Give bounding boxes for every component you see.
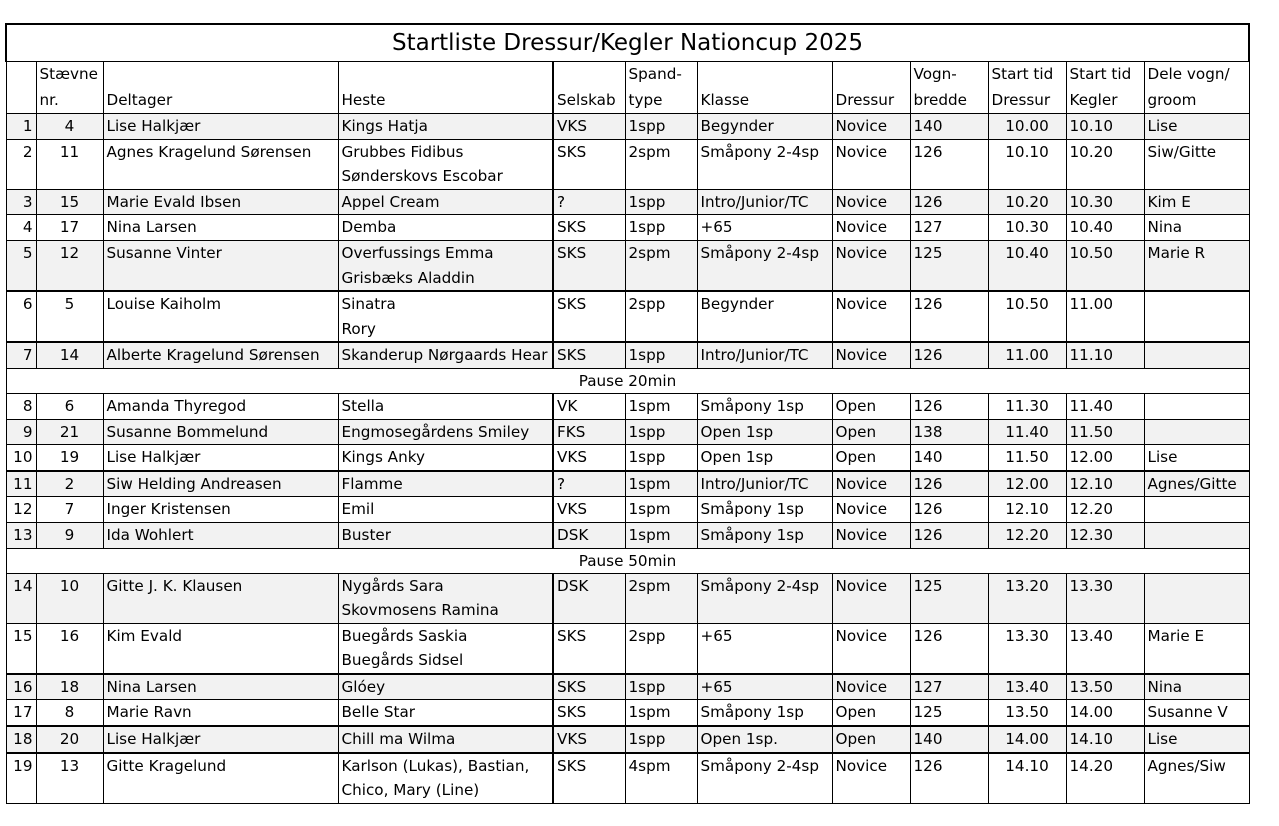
vognbredde-cell: 125 [910,240,988,291]
heste-cell [338,215,553,241]
vognbredde-cell: 126 [910,753,988,804]
heste-cell [338,674,553,700]
start-dressur-cell: 10.20 [988,189,1066,215]
spandtype-cell: 1spp [625,726,697,753]
klasse-cell: Open 1sp. [697,726,832,753]
spandtype-cell: 1spp [625,445,697,471]
header-deltager: Deltager [103,62,338,114]
dele-vogn-groom-cell [1144,342,1249,368]
klasse-cell: Småpony 2-4sp [697,139,832,189]
klasse-cell: Småpony 2-4sp [697,573,832,623]
start-dressur-cell: 12.00 [988,471,1066,497]
dele-vogn-groom-cell: Kim E [1144,189,1249,215]
header-dele-vogn-groom: Dele vogn/ groom [1144,62,1249,114]
start-dressur-cell: 10.30 [988,215,1066,241]
heste-cell [338,753,553,804]
staevne-nr-cell: 12 [36,240,103,291]
horse-name: Belle Star [341,703,416,722]
row-number-cell: 19 [6,753,36,804]
deltager-cell: Inger Kristensen [103,497,338,523]
dressur-cell: Novice [832,114,910,140]
staevne-nr-cell: 19 [36,445,103,471]
start-dressur-cell: 13.30 [988,623,1066,674]
dele-vogn-groom-cell: Marie R [1144,240,1249,291]
spandtype-cell: 1spm [625,522,697,548]
spandtype-cell: 1spp [625,419,697,445]
header-spandtype: Spand- type [625,62,697,114]
horse-name: Buegårds Sidsel [341,651,464,670]
dele-vogn-groom-cell [1144,419,1249,445]
table-row [6,726,1249,753]
heste-cell [338,522,553,548]
klasse-cell: Intro/Junior/TC [697,342,832,368]
start-kegler-cell: 13.50 [1066,674,1144,700]
spandtype-cell: 1spp [625,674,697,700]
vognbredde-cell: 140 [910,445,988,471]
dressur-cell: Open [832,726,910,753]
start-kegler-cell: 12.10 [1066,471,1144,497]
vognbredde-cell: 126 [910,623,988,674]
horse-name: Sønderskovs Escobar [341,167,503,186]
spandtype-cell: 1spm [625,700,697,726]
klasse-cell: Småpony 1sp [697,393,832,419]
header-selskab: Selskab [553,62,625,114]
dele-vogn-groom-cell [1144,497,1249,523]
start-dressur-cell: 13.50 [988,700,1066,726]
heste-cell [338,240,553,291]
dressur-cell: Novice [832,573,910,623]
klasse-cell: +65 [697,215,832,241]
klasse-cell: Open 1sp [697,419,832,445]
deltager-cell: Ida Wohlert [103,522,338,548]
spandtype-cell: 4spm [625,753,697,804]
horse-name: Buegårds Saskia [341,626,468,645]
dele-vogn-groom-cell: Agnes/Gitte [1144,471,1249,497]
spandtype-cell: 1spp [625,342,697,368]
dressur-cell: Open [832,700,910,726]
horse-name: Buster [341,525,392,544]
spandtype-cell: 2spm [625,573,697,623]
klasse-cell: Småpony 1sp [697,497,832,523]
horse-name: Demba [341,218,397,237]
heste-cell [338,700,553,726]
start-kegler-cell: 10.20 [1066,139,1144,189]
pause-label: Pause 50min [6,548,1249,573]
heste-cell [338,342,553,368]
selskab-cell: SKS [553,753,625,804]
dele-vogn-groom-cell [1144,291,1249,342]
selskab-cell: VKS [553,114,625,140]
klasse-cell: Småpony 2-4sp [697,753,832,804]
selskab-cell: VKS [553,726,625,753]
startlist-table [5,23,1250,804]
deltager-cell: Gitte J. K. Klausen [103,573,338,623]
heste-cell [338,497,553,523]
deltager-cell: Lise Halkjær [103,726,338,753]
dressur-cell: Novice [832,342,910,368]
table-row [6,445,1249,471]
horse-name: Kings Hatja [341,117,428,135]
dele-vogn-groom-cell: Nina [1144,215,1249,241]
row-number-cell: 4 [6,215,36,241]
dressur-cell: Open [832,393,910,419]
spandtype-cell: 1spm [625,471,697,497]
row-number-cell: 11 [6,471,36,497]
start-kegler-cell: 11.40 [1066,393,1144,419]
start-dressur-cell: 11.50 [988,445,1066,471]
dele-vogn-groom-cell: Marie E [1144,623,1249,674]
spandtype-cell: 2spm [625,240,697,291]
dressur-cell: Novice [832,189,910,215]
heste-cell [338,291,553,342]
dele-vogn-groom-cell: Lise [1144,726,1249,753]
start-kegler-cell: 10.40 [1066,215,1144,241]
start-dressur-cell: 11.40 [988,419,1066,445]
dressur-cell: Novice [832,623,910,674]
deltager-cell: Nina Larsen [103,215,338,241]
staevne-nr-cell: 6 [36,393,103,419]
horse-name: Appel Cream [341,192,440,211]
table-row [6,342,1249,368]
dressur-cell: Novice [832,522,910,548]
table-row [6,139,1249,189]
vognbredde-cell: 127 [910,215,988,241]
deltager-cell: Susanne Vinter [103,240,338,291]
row-number-cell: 13 [6,522,36,548]
horse-name: Nygårds Sara [341,576,444,595]
start-dressur-cell: 13.40 [988,674,1066,700]
row-number-cell: 15 [6,623,36,674]
row-number-cell: 2 [6,139,36,189]
heste-cell [338,445,553,471]
dressur-cell: Open [832,445,910,471]
dressur-cell: Novice [832,215,910,241]
row-number-cell: 17 [6,700,36,726]
staevne-nr-cell: 10 [36,573,103,623]
staevne-nr-cell: 9 [36,522,103,548]
staevne-nr-cell: 16 [36,623,103,674]
horse-name: Chico, Mary (Line) [341,781,480,800]
deltager-cell: Siw Helding Andreasen [103,471,338,497]
dele-vogn-groom-cell [1144,393,1249,419]
vognbredde-cell: 125 [910,573,988,623]
row-number-cell: 9 [6,419,36,445]
vognbredde-cell: 126 [910,497,988,523]
table-row [6,419,1249,445]
selskab-cell: DSK [553,522,625,548]
header-klasse: Klasse [697,62,832,114]
dele-vogn-groom-cell: Nina [1144,674,1249,700]
table-row [6,700,1249,726]
start-kegler-cell: 11.00 [1066,291,1144,342]
deltager-cell: Lise Halkjær [103,445,338,471]
start-dressur-cell: 13.20 [988,573,1066,623]
start-kegler-cell: 11.10 [1066,342,1144,368]
pause-row [6,548,1249,573]
horse-name: Rory [341,319,376,338]
selskab-cell: VK [553,393,625,419]
start-kegler-cell: 12.00 [1066,445,1144,471]
table-row [6,291,1249,342]
row-number-cell: 18 [6,726,36,753]
deltager-cell: Agnes Kragelund Sørensen [103,139,338,189]
table-row [6,215,1249,241]
row-number-cell: 1 [6,114,36,140]
horse-name: Kings Anky [341,448,425,467]
klasse-cell: Intro/Junior/TC [697,189,832,215]
dressur-cell: Novice [832,240,910,291]
vognbredde-cell: 126 [910,342,988,368]
table-row [6,623,1249,674]
heste-cell [338,139,553,189]
dressur-cell: Novice [832,753,910,804]
row-number-cell: 12 [6,497,36,523]
dressur-cell: Novice [832,497,910,523]
deltager-cell: Gitte Kragelund [103,753,338,804]
selskab-cell: SKS [553,700,625,726]
dressur-cell: Novice [832,471,910,497]
start-kegler-cell: 13.30 [1066,573,1144,623]
selskab-cell: SKS [553,623,625,674]
klasse-cell: Intro/Junior/TC [697,471,832,497]
header-row [6,62,1249,114]
dressur-cell: Open [832,419,910,445]
dressur-cell: Novice [832,291,910,342]
dele-vogn-groom-cell: Siw/Gitte [1144,139,1249,189]
deltager-cell: Nina Larsen [103,674,338,700]
vognbredde-cell: 140 [910,726,988,753]
horse-name: Sinatra [341,295,396,314]
spandtype-cell: 1spm [625,497,697,523]
heste-cell [338,419,553,445]
horse-name: Skovmosens Ramina [341,601,499,620]
staevne-nr-cell: 13 [36,753,103,804]
selskab-cell: ? [553,189,625,215]
horse-name: Engmosegårdens Smiley [341,422,530,441]
klasse-cell: +65 [697,623,832,674]
row-number-cell: 8 [6,393,36,419]
deltager-cell: Louise Kaiholm [103,291,338,342]
header-dressur: Dressur [832,62,910,114]
klasse-cell: Begynder [697,114,832,140]
horse-name: Grubbes Fidibus [341,142,464,161]
dressur-cell: Novice [832,139,910,189]
table-row [6,114,1249,140]
staevne-nr-cell: 15 [36,189,103,215]
table-row [6,471,1249,497]
start-dressur-cell: 14.10 [988,753,1066,804]
dele-vogn-groom-cell: Lise [1144,114,1249,140]
start-dressur-cell: 14.00 [988,726,1066,753]
vognbredde-cell: 125 [910,700,988,726]
vognbredde-cell: 140 [910,114,988,140]
vognbredde-cell: 126 [910,291,988,342]
start-dressur-cell: 10.00 [988,114,1066,140]
row-number-cell: 5 [6,240,36,291]
staevne-nr-cell: 20 [36,726,103,753]
row-number-cell: 10 [6,445,36,471]
row-number-cell: 14 [6,573,36,623]
start-dressur-cell: 10.50 [988,291,1066,342]
heste-cell [338,471,553,497]
selskab-cell: VKS [553,497,625,523]
start-dressur-cell: 10.40 [988,240,1066,291]
vognbredde-cell: 126 [910,522,988,548]
start-kegler-cell: 12.20 [1066,497,1144,523]
selskab-cell: ? [553,471,625,497]
dele-vogn-groom-cell [1144,522,1249,548]
staevne-nr-cell: 11 [36,139,103,189]
start-dressur-cell: 11.30 [988,393,1066,419]
staevne-nr-cell: 18 [36,674,103,700]
deltager-cell: Kim Evald [103,623,338,674]
staevne-nr-cell: 14 [36,342,103,368]
table-row [6,573,1249,623]
klasse-cell: +65 [697,674,832,700]
selskab-cell: SKS [553,240,625,291]
selskab-cell: SKS [553,342,625,368]
dele-vogn-groom-cell: Agnes/Siw [1144,753,1249,804]
page-title: Startliste Dressur/Kegler Nationcup 2025 [6,24,1249,62]
klasse-cell: Småpony 1sp [697,522,832,548]
table-row [6,522,1249,548]
heste-cell [338,189,553,215]
heste-cell [338,393,553,419]
klasse-cell: Open 1sp [697,445,832,471]
row-number-cell: 6 [6,291,36,342]
spandtype-cell: 1spm [625,393,697,419]
heste-cell [338,573,553,623]
deltager-cell: Alberte Kragelund Sørensen [103,342,338,368]
horse-name: Glóey [341,677,386,696]
dressur-cell: Novice [832,674,910,700]
staevne-nr-cell: 2 [36,471,103,497]
deltager-cell: Susanne Bommelund [103,419,338,445]
staevne-nr-cell: 8 [36,700,103,726]
horse-name: Chill ma Wilma [341,730,456,749]
header-start-dressur: Start tid Dressur [988,62,1066,114]
start-dressur-cell: 12.10 [988,497,1066,523]
start-kegler-cell: 14.00 [1066,700,1144,726]
table-row [6,753,1249,804]
vognbredde-cell: 138 [910,419,988,445]
staevne-nr-cell: 21 [36,419,103,445]
vognbredde-cell: 127 [910,674,988,700]
spandtype-cell: 1spp [625,114,697,140]
dele-vogn-groom-cell: Lise [1144,445,1249,471]
selskab-cell: FKS [553,419,625,445]
staevne-nr-cell: 17 [36,215,103,241]
spandtype-cell: 1spp [625,189,697,215]
horse-name: Overfussings Emma [341,243,494,262]
vognbredde-cell: 126 [910,139,988,189]
table-row [6,674,1249,700]
staevne-nr-cell: 4 [36,114,103,140]
staevne-nr-cell: 7 [36,497,103,523]
klasse-cell: Begynder [697,291,832,342]
horse-name: Grisbæks Aladdin [341,268,475,287]
header-heste: Heste [338,62,553,114]
row-number-cell: 16 [6,674,36,700]
selskab-cell: SKS [553,291,625,342]
horse-name: Stella [341,396,385,415]
staevne-nr-cell: 5 [36,291,103,342]
selskab-cell: SKS [553,674,625,700]
heste-cell [338,726,553,753]
deltager-cell: Amanda Thyregod [103,393,338,419]
header-vognbredde: Vogn- bredde [910,62,988,114]
deltager-cell: Lise Halkjær [103,114,338,140]
row-number-cell: 7 [6,342,36,368]
horse-name: Flamme [341,474,403,493]
vognbredde-cell: 126 [910,189,988,215]
table-row [6,393,1249,419]
spandtype-cell: 2spm [625,139,697,189]
start-kegler-cell: 10.50 [1066,240,1144,291]
table-row [6,497,1249,523]
start-kegler-cell: 10.10 [1066,114,1144,140]
dele-vogn-groom-cell [1144,573,1249,623]
spandtype-cell: 2spp [625,291,697,342]
start-dressur-cell: 12.20 [988,522,1066,548]
heste-cell [338,623,553,674]
start-kegler-cell: 12.30 [1066,522,1144,548]
horse-name: Karlson (Lukas), Bastian, [341,756,530,775]
selskab-cell: SKS [553,139,625,189]
klasse-cell: Småpony 2-4sp [697,240,832,291]
selskab-cell: VKS [553,445,625,471]
header-staevne-nr: Stævne nr. [36,62,103,114]
start-dressur-cell: 10.10 [988,139,1066,189]
start-kegler-cell: 14.20 [1066,753,1144,804]
title-row [6,24,1249,62]
spandtype-cell: 1spp [625,215,697,241]
vognbredde-cell: 126 [910,471,988,497]
start-kegler-cell: 14.10 [1066,726,1144,753]
spandtype-cell: 2spp [625,623,697,674]
heste-cell [338,114,553,140]
deltager-cell: Marie Evald Ibsen [103,189,338,215]
dele-vogn-groom-cell: Susanne V [1144,700,1249,726]
vognbredde-cell: 126 [910,393,988,419]
selskab-cell: DSK [553,573,625,623]
table-row [6,189,1249,215]
row-number-cell: 3 [6,189,36,215]
header-nr [6,62,36,114]
start-kegler-cell: 10.30 [1066,189,1144,215]
start-kegler-cell: 13.40 [1066,623,1144,674]
deltager-cell: Marie Ravn [103,700,338,726]
pause-row [6,368,1249,393]
table-row [6,240,1249,291]
start-kegler-cell: 11.50 [1066,419,1144,445]
horse-name: Emil [341,500,375,519]
horse-name: Skanderup Nørgaards Hear [341,346,548,365]
start-dressur-cell: 11.00 [988,342,1066,368]
selskab-cell: SKS [553,215,625,241]
pause-label: Pause 20min [6,368,1249,393]
header-start-kegler: Start tid Kegler [1066,62,1144,114]
klasse-cell: Småpony 1sp [697,700,832,726]
